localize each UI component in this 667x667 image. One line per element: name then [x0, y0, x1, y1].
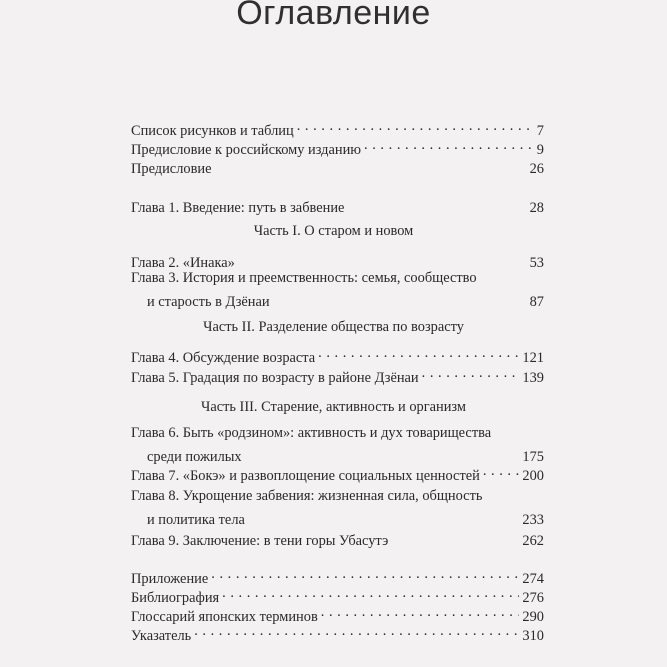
toc-entry-page: 276 — [522, 590, 544, 606]
dot-leader — [483, 462, 520, 480]
toc-entry-label: Глава 2. «Инака» — [131, 255, 235, 271]
toc-entry-label: Глава 7. «Бокэ» и развоплощение социальных ценностей — [131, 468, 480, 484]
dot-leader — [318, 344, 519, 362]
toc-entry-chapter-6[interactable] — [147, 443, 544, 465]
toc-entry-page: 233 — [522, 512, 544, 528]
toc-entry-page: 175 — [522, 449, 544, 465]
toc-entry-page: 121 — [522, 350, 544, 366]
toc-entry-bibliography[interactable] — [131, 584, 544, 606]
dot-leader — [391, 527, 519, 545]
toc-entry-page: 87 — [529, 294, 544, 310]
toc-entry-label: Глава 9. Заключение: в тени горы Убасутэ — [131, 533, 389, 549]
toc-entry-page: 262 — [522, 533, 544, 549]
toc-entry-label: Предисловие — [131, 161, 212, 177]
dot-leader — [222, 584, 519, 602]
toc-entry-label: Глава 1. Введение: путь в забвение — [131, 200, 345, 216]
toc-entry-page: 53 — [529, 255, 544, 271]
toc-entry-chapter-8[interactable] — [147, 506, 544, 528]
dot-leader — [214, 155, 526, 173]
toc-entry-appendix[interactable] — [131, 565, 544, 587]
toc-entry-label: Предисловие к российскому изданию — [131, 142, 362, 158]
toc-entry-page: 139 — [522, 370, 544, 386]
dot-leader — [194, 622, 519, 640]
toc-entry-label: Глава 4. Обсуждение возраста — [131, 350, 316, 366]
toc-entry-chapter-1[interactable] — [131, 194, 544, 216]
dot-leader — [422, 364, 520, 382]
dot-leader — [273, 288, 527, 306]
toc-entry-chapter-8-line1[interactable]: Глава 8. Укрощение забвения: жизненная сила, общность — [131, 488, 483, 504]
dot-leader — [238, 249, 527, 267]
toc-entry-chapter-4[interactable] — [131, 344, 544, 366]
dot-leader — [248, 506, 520, 524]
toc-entry-chapter-9[interactable] — [131, 527, 544, 549]
toc-entry-label: Список рисунков и таблиц — [131, 123, 294, 139]
toc-entry-page: 9 — [536, 142, 544, 158]
dot-leader — [364, 136, 534, 154]
toc-entry-label: и политика тела — [147, 512, 245, 528]
dot-leader — [211, 565, 519, 583]
toc-entry-label: Глава 5. Градация по возрасту в районе Дзёнаи — [131, 370, 419, 386]
toc-entry-glossary[interactable] — [131, 603, 544, 625]
toc-entry-page: 26 — [529, 161, 544, 177]
toc-entry-chapter-3[interactable] — [147, 288, 544, 310]
toc-entry-page: 28 — [529, 200, 544, 216]
toc-entry-chapter-2[interactable] — [131, 249, 544, 271]
toc-entry-label: Указатель — [131, 628, 192, 644]
toc-entry-figures[interactable] — [131, 117, 544, 139]
part-1-heading: Часть I. О старом и новом — [253, 223, 414, 239]
toc-entry-label: Библиография — [131, 590, 220, 606]
part-3-heading: Часть III. Старение, активность и организм — [200, 399, 466, 415]
toc-entry-chapter-3-line1[interactable]: Глава 3. История и преемственность: семья, сообщество — [131, 270, 477, 286]
dot-leader — [321, 603, 520, 621]
toc-entry-page: 310 — [522, 628, 544, 644]
toc-entry-page: 200 — [522, 468, 544, 484]
toc-entry-label: среди пожилых — [147, 449, 242, 465]
toc-entry-page: 290 — [522, 609, 544, 625]
toc-entry-chapter-6-line1[interactable]: Глава 6. Быть «родзином»: активность и дух товарищества — [131, 425, 492, 441]
toc-entry-chapter-5[interactable] — [131, 364, 544, 386]
toc-entry-label: и старость в Дзёнаи — [147, 294, 270, 310]
dot-leader — [347, 194, 526, 212]
toc-entry-label: Глоссарий японских терминов — [131, 609, 318, 625]
dot-leader — [297, 117, 534, 135]
page-title: Оглавление — [236, 0, 431, 32]
toc-entry-label: Приложение — [131, 571, 209, 587]
toc-entry-page: 274 — [522, 571, 544, 587]
dot-leader — [245, 443, 520, 461]
toc-entry-page: 7 — [536, 123, 544, 139]
toc-entry-preface[interactable] — [131, 155, 544, 177]
toc-entry-russian-preface[interactable] — [131, 136, 544, 158]
toc-entry-chapter-7[interactable] — [131, 462, 544, 484]
part-2-heading: Часть II. Разделение общества по возрасту — [203, 319, 464, 335]
toc-entry-index[interactable] — [131, 622, 544, 644]
